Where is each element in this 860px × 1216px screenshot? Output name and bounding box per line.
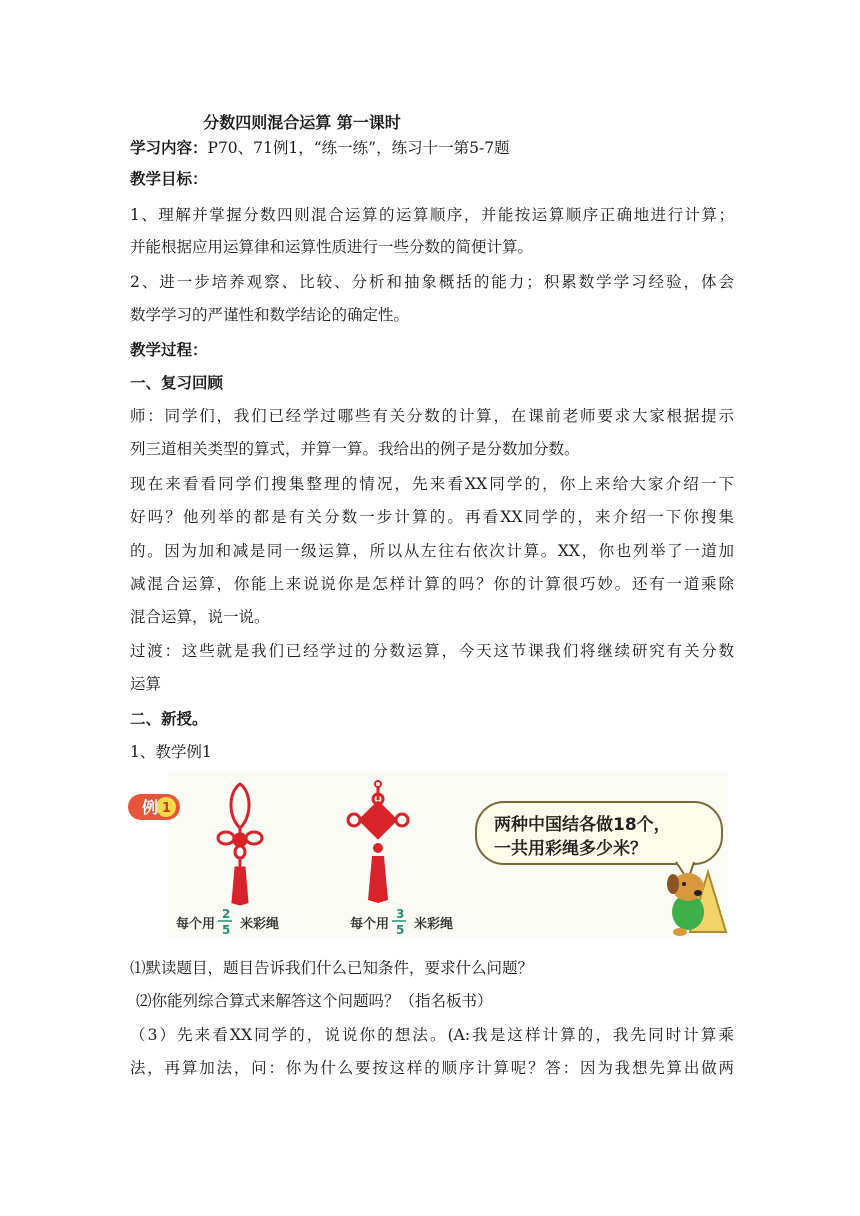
- section1-heading: 一、复习回顾: [130, 374, 224, 392]
- caption1-suffix: 米彩绳: [240, 917, 280, 932]
- bubble-text-line2: 一共用彩绳多少米？: [494, 839, 647, 859]
- process-heading: 教学过程：: [130, 341, 208, 359]
- p3-line2: 运算: [130, 675, 162, 693]
- p1-line2: 列三道相关类型的算式，并算一算。我给出的例子是分数加分数。: [130, 440, 580, 458]
- p1-line1: 师：同学们，我们已经学过哪些有关分数的计算，在课前老师要求大家根据提示: [130, 407, 734, 425]
- badge-number: 1: [162, 801, 172, 816]
- knot1-center: [234, 834, 246, 846]
- learning-content-text: P70、71例1，“练一练”，练习十一第5-7题: [207, 139, 510, 157]
- example-badge: [128, 794, 180, 820]
- example-illustration: [128, 772, 732, 942]
- learning-content-label: 学习内容：: [130, 139, 208, 157]
- p2-line4: 减混合运算，你能上来说说你是怎样计算的吗？你的计算很巧妙。还有一道乘除: [130, 575, 734, 593]
- caption2-denominator: 5: [396, 923, 405, 937]
- question-3-line2: 法，再算加法，问：你为什么要按这样的顺序计算呢？答：因为我想先算出做两: [130, 1059, 734, 1077]
- bubble-text-line1: 两种中国结各做18个，: [494, 815, 671, 835]
- goal1-line2: 并能根据应用运算律和运算性质进行一些分数的简便计算。: [130, 238, 534, 256]
- dog-nose: [694, 890, 702, 896]
- goals-heading: 教学目标：: [130, 170, 208, 188]
- p2-line5: 混合运算，说一说。: [130, 608, 270, 626]
- caption1-prefix: 每个用: [176, 917, 216, 932]
- goal2-line2: 数学学习的严谨性和数学结论的确定性。: [130, 306, 410, 324]
- caption1-numerator: 2: [222, 907, 231, 921]
- caption2-suffix: 米彩绳: [414, 917, 454, 932]
- page-title: 分数四则混合运算 第一课时: [203, 113, 401, 132]
- learning-content: [130, 138, 734, 158]
- caption2-prefix: 每个用: [350, 917, 390, 932]
- caption1-denominator: 5: [222, 923, 231, 937]
- badge-label: 例: [142, 798, 159, 817]
- caption2-numerator: 3: [396, 907, 405, 921]
- p2-line2: 好吗？他列举的都是有关分数一步计算的。再看XX同学的，来介绍一下你搜集: [130, 508, 734, 526]
- example-heading: 1、教学例1: [130, 743, 212, 761]
- knot2-bead: [373, 843, 383, 853]
- example-figure: [128, 772, 732, 942]
- p3-line1: 过渡：这些就是我们已经学过的分数运算，今天这节课我们将继续研究有关分数: [130, 642, 734, 660]
- knot1-tassel: [233, 868, 247, 904]
- p2-line3: 的。因为加和减是同一级运算，所以从左往右依次计算。XX，你也列举了一道加: [130, 542, 734, 560]
- section2-heading: 二、新授。: [130, 710, 208, 728]
- dog-eye: [682, 882, 686, 886]
- question-3-line1: （3）先来看XX同学的，说说你的想法。(A:我是这样计算的，我先同时计算乘: [130, 1026, 734, 1044]
- question-1: ⑴默读题目，题目告诉我们什么已知条件，要求什么问题？: [130, 959, 534, 977]
- dog-ear: [667, 874, 679, 894]
- question-2: ⑵你能列综合算式来解答这个问题吗？（指名板书）: [136, 992, 493, 1010]
- goal1-line1: 1、理解并掌握分数四则混合运算的运算顺序，并能按运算顺序正确地进行计算；: [130, 206, 734, 224]
- p2-line1: 现在来看看同学们搜集整理的情况，先来看XX同学的，你上来给大家介绍一下: [130, 475, 734, 493]
- dog-foot: [673, 928, 687, 936]
- goal2-line1: 2、进一步培养观察、比较、分析和抽象概括的能力；积累数学学习经验，体会: [130, 273, 734, 291]
